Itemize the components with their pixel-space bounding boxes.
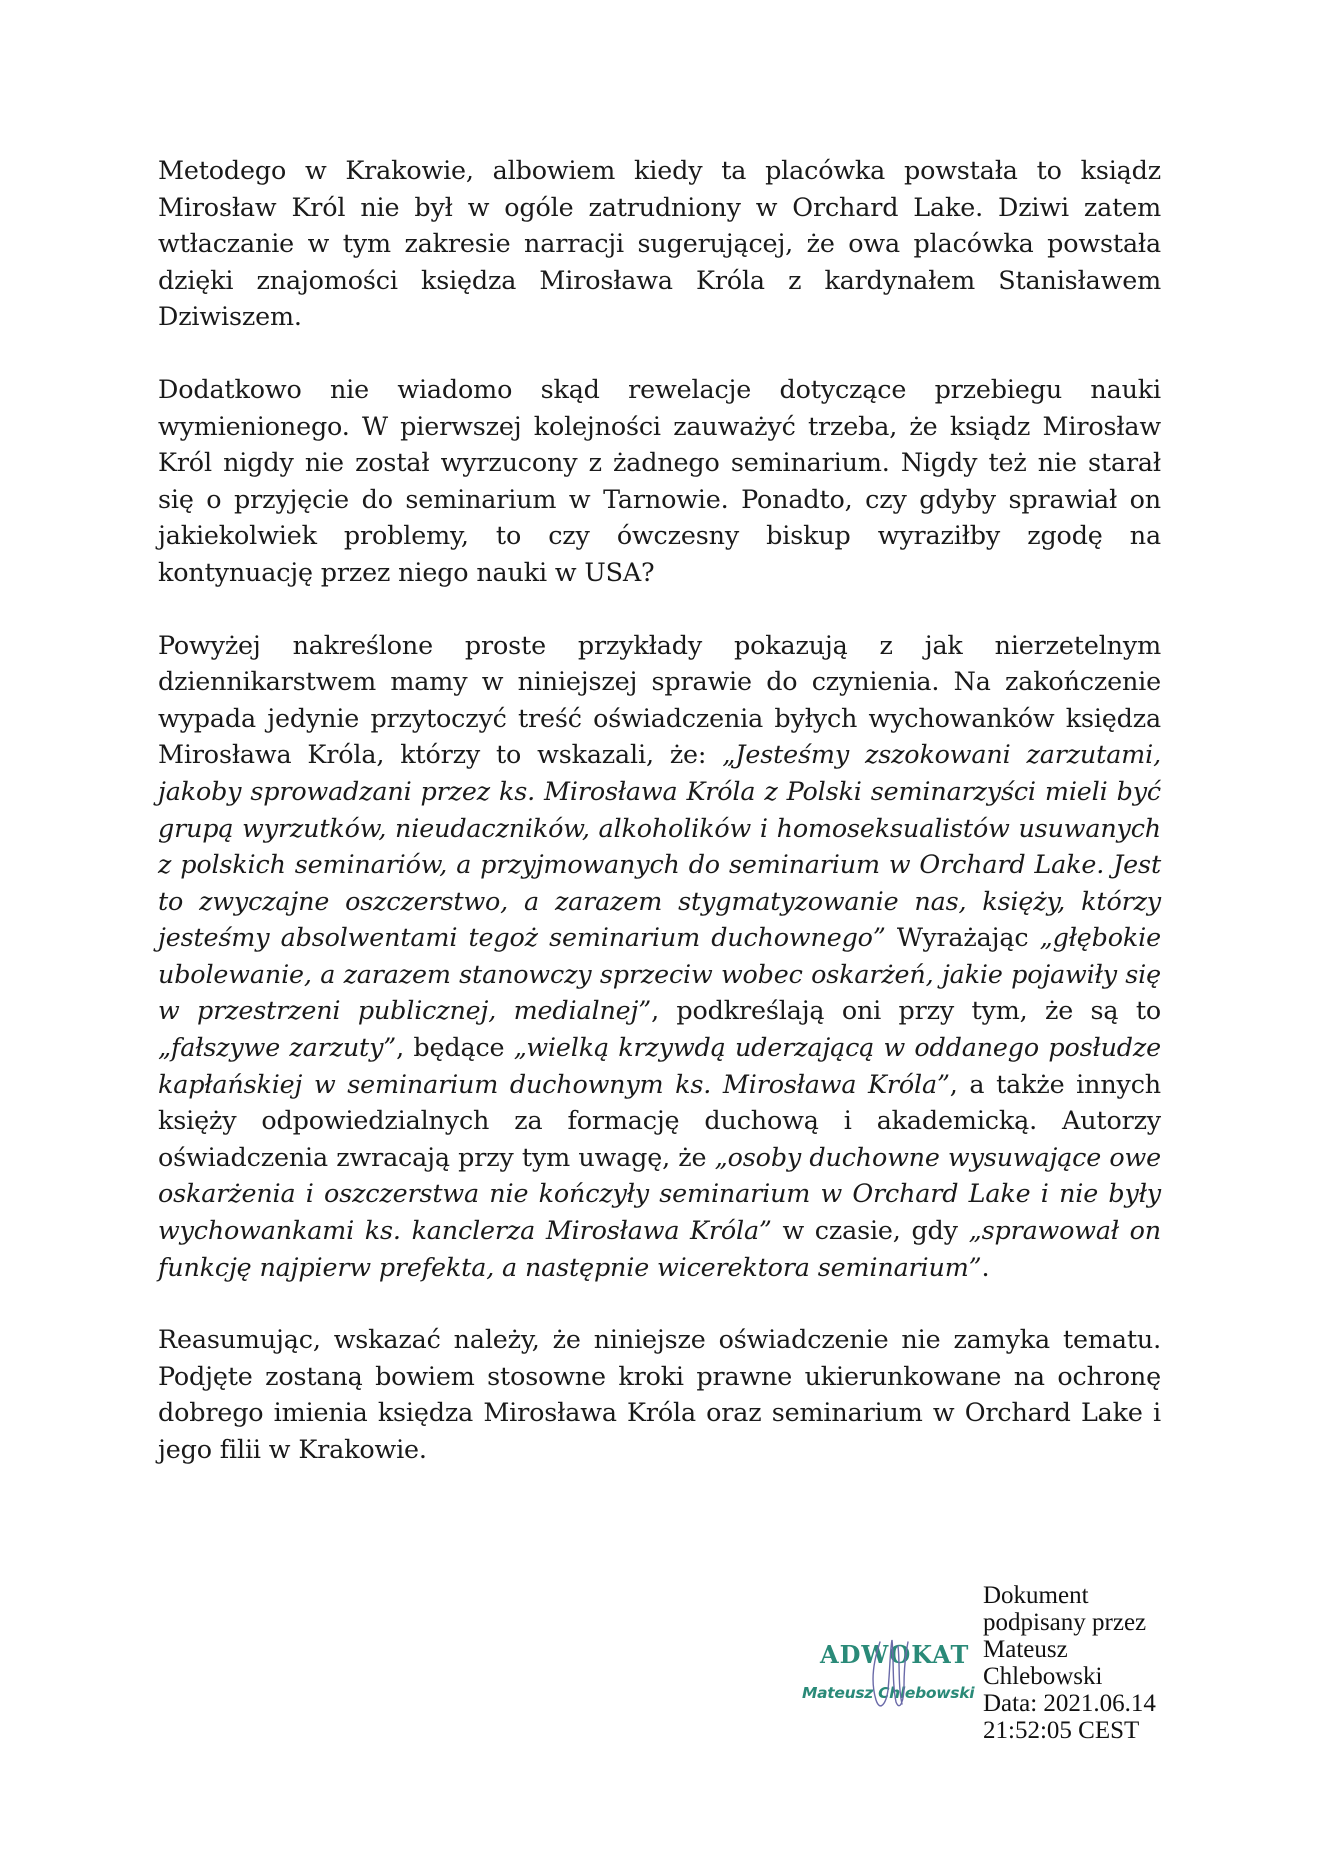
body-text: w czasie, gdy: [771, 1215, 969, 1246]
body-text: , a także innych księży odpowiedzialnych za formację duchową i akademicką. Autorzy oświadczenia zwracają przy tym uwagę, że: [158, 1068, 1161, 1172]
signature-date: Data: 2021.06.14: [983, 1690, 1156, 1717]
signature-line: Dokument: [983, 1582, 1089, 1609]
quoted-text: „sprawował on funkcję najpierw prefekta, a następnie wicerektora seminarium”: [158, 1215, 1161, 1282]
digital-signature-info: [983, 1582, 1156, 1744]
body-text: Reasumując, wskazać należy, że niniejsze oświadczenie nie zamyka tematu. Podjęte zostaną bowiem stosowne kroki prawne ukierunkowane na ochronę dobrego imienia księdza Mirosława Króla oraz seminarium w Orchard Lake i jego filii w Krakowie.: [158, 1324, 1161, 1464]
document-body: [158, 152, 1161, 1504]
paragraph: [158, 152, 1161, 335]
body-text: Wyrażając: [885, 922, 1040, 953]
body-text: .: [981, 1251, 990, 1282]
signature-line: Chlebowski: [983, 1663, 1103, 1690]
signature-time: 21:52:05 CEST: [983, 1717, 1140, 1744]
body-text: Powyżej nakreślone proste przykłady pokazują z jak nierzetelnym dziennikarstwem mamy w niniejszej sprawie do czynienia. Na zakończenie wypada jedynie przytoczyć treść oświadczenia byłych wychowanków księdza Mirosława Króla, którzy to wskazali, że:: [158, 629, 1161, 770]
quoted-text: „głębokie ubolewanie, a zarazem stanowczy sprzeciw wobec oskarżeń, jakie pojawiły się w przestrzeni publicznej, medialnej”: [158, 922, 1161, 1026]
handwritten-signature-icon: [840, 1620, 950, 1730]
body-text: Dodatkowo nie wiadomo skąd rewelacje dotyczące przebiegu nauki wymienionego. W pierwszej kolejności zauważyć trzeba, że ksiądz Mirosław Król nigdy nie został wyrzucony z żadnego seminarium. Nigdy też nie starał się o przyjęcie do seminarium w Tarnowie. Ponadto, czy gdyby sprawiał on jakiekolwiek problemy, to czy ówczesny biskup wyraziłby zgodę na kontynuację przez niego nauki w USA?: [158, 373, 1161, 587]
body-text: , będące: [396, 1032, 514, 1063]
quoted-text: „osoby duchowne wysuwające owe oskarżenia i oszczerstwa nie kończyły seminarium w Orchard Lake i nie były wychowankami ks. kanclerza Mirosława Króla”: [158, 1141, 1161, 1246]
signature-line: Mateusz: [983, 1636, 1068, 1663]
paragraph: [158, 371, 1161, 591]
signature-stamp: [800, 1620, 1000, 1730]
quoted-text: „Jesteśmy zszokowani zarzutami, jakoby sprowadzani przez ks. Mirosława Króla z Polski seminarzyści mieli być grupą wyrzutków, nieudaczników, alkoholików i homoseksualistów usuwanych z polskich seminariów, a przyjmowanych do seminarium w Orchard Lake. Jest to zwyczajne oszczerstwo, a zarazem stygmatyzowanie nas, księży, którzy jesteśmy absolwentami tegoż seminarium duchownego”: [158, 739, 1161, 953]
paragraph: [158, 627, 1161, 1286]
quoted-text: „wielką krzywdą uderzającą w oddanego posłudze kapłańskiej w seminarium duchownym ks. Mirosława Króla”: [158, 1032, 1162, 1099]
paragraph: [158, 1321, 1161, 1467]
quoted-text: „fałszywe zarzuty”: [158, 1032, 397, 1063]
body-text: , podkreślają oni przy tym, że są to: [651, 995, 1162, 1026]
stamp-title: ADWOKAT: [820, 1640, 970, 1669]
stamp-name: Mateusz Chlebowski: [802, 1684, 975, 1702]
signature-line: podpisany przez: [983, 1609, 1147, 1636]
body-text: Metodego w Krakowie, albowiem kiedy ta placówka powstała to ksiądz Mirosław Król nie był w ogóle zatrudniony w Orchard Lake. Dziwi zatem wtłaczanie w tym zakresie narracji sugerującej, że owa placówka powstała dzięki znajomości księdza Mirosława Króla z kardynałem Stanisławem Dziwiszem.: [158, 155, 1161, 332]
